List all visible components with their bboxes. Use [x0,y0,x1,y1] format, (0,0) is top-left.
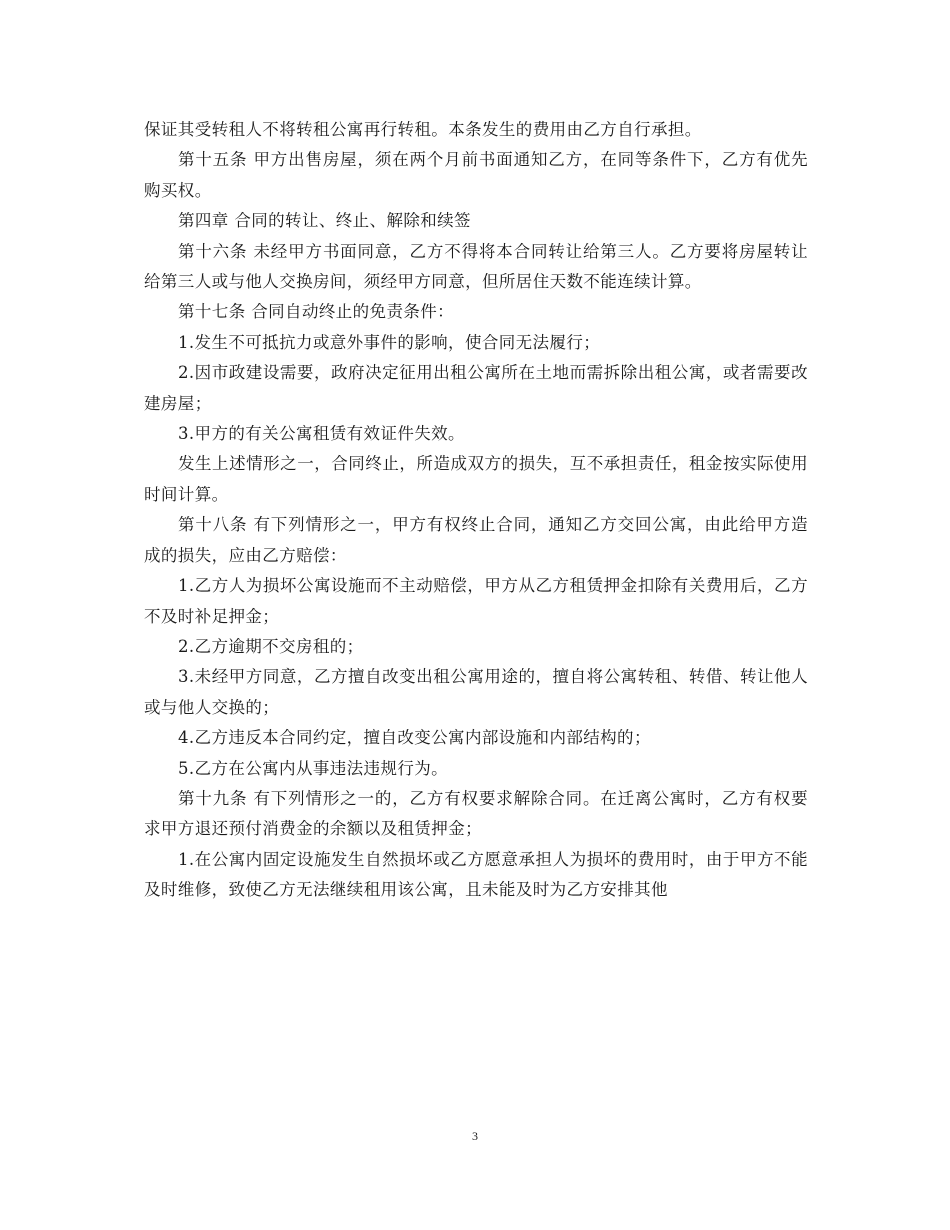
paragraph: 第十八条 有下列情形之一，甲方有权终止合同，通知乙方交回公寓，由此给甲方造成的损失，应由乙方赔偿： [144,515,808,565]
paragraph: 保证其受转租人不将转租公寓再行转租。本条发生的费用由乙方自行承担。 [144,120,702,139]
list-item: 2.因市政建设需要，政府决定征用出租公寓所在土地而需拆除出租公寓，或者需要改建房屋； [144,363,808,413]
list-item: 4.乙方违反本合同约定，擅自改变公寓内部设施和内部结构的； [178,728,651,748]
list-item: 1.在公寓内固定设施发生自然损坏或乙方愿意承担人为损坏的费用时，由于甲方不能及时维修，致使乙方无法继续租用该公寓，且未能及时为乙方安排其他 [144,849,808,900]
list-item: 1.发生不可抵抗力或意外事件的影响，使合同无法履行； [178,332,601,352]
paragraph: 发生上述情形之一，合同终止，所造成双方的损失，互不承担责任，租金按实际使用时间计算。 [144,454,808,504]
list-item: 1.乙方人为损坏公寓设施而不主动赔偿，甲方从乙方租赁押金扣除有关费用后，乙方不及时补足押金； [144,576,808,626]
paragraph: 第十九条 有下列情形之一的，乙方有权要求解除合同。在迁离公寓时，乙方有权要求甲方退还预付消费金的余额以及租赁押金； [144,788,808,839]
paragraph: 第十五条 甲方出售房屋，须在两个月前书面通知乙方，在同等条件下，乙方有优先购买权。 [144,150,808,200]
list-item: 3.甲方的有关公寓租赁有效证件失效。 [178,424,465,444]
paragraph: 第十六条 未经甲方书面同意，乙方不得将本合同转让给第三人。乙方要将房屋转让给第三人或与他人交换房间，须经甲方同意，但所居住天数不能连续计算。 [144,241,808,292]
document-body [144,115,808,906]
list-item: 3.未经甲方同意，乙方擅自改变出租公寓用途的，擅自将公寓转租、转借、转让他人或与他人交换的； [144,667,808,717]
chapter-heading: 第四章 合同的转让、终止、解除和续签 [178,211,471,231]
paragraph: 第十七条 合同自动终止的免责条件： [178,302,455,322]
list-item: 5.乙方在公寓内从事违法违规行为。 [178,758,449,778]
list-item: 2.乙方逾期不交房租的； [178,636,364,656]
page-number: 3 [472,1129,478,1143]
